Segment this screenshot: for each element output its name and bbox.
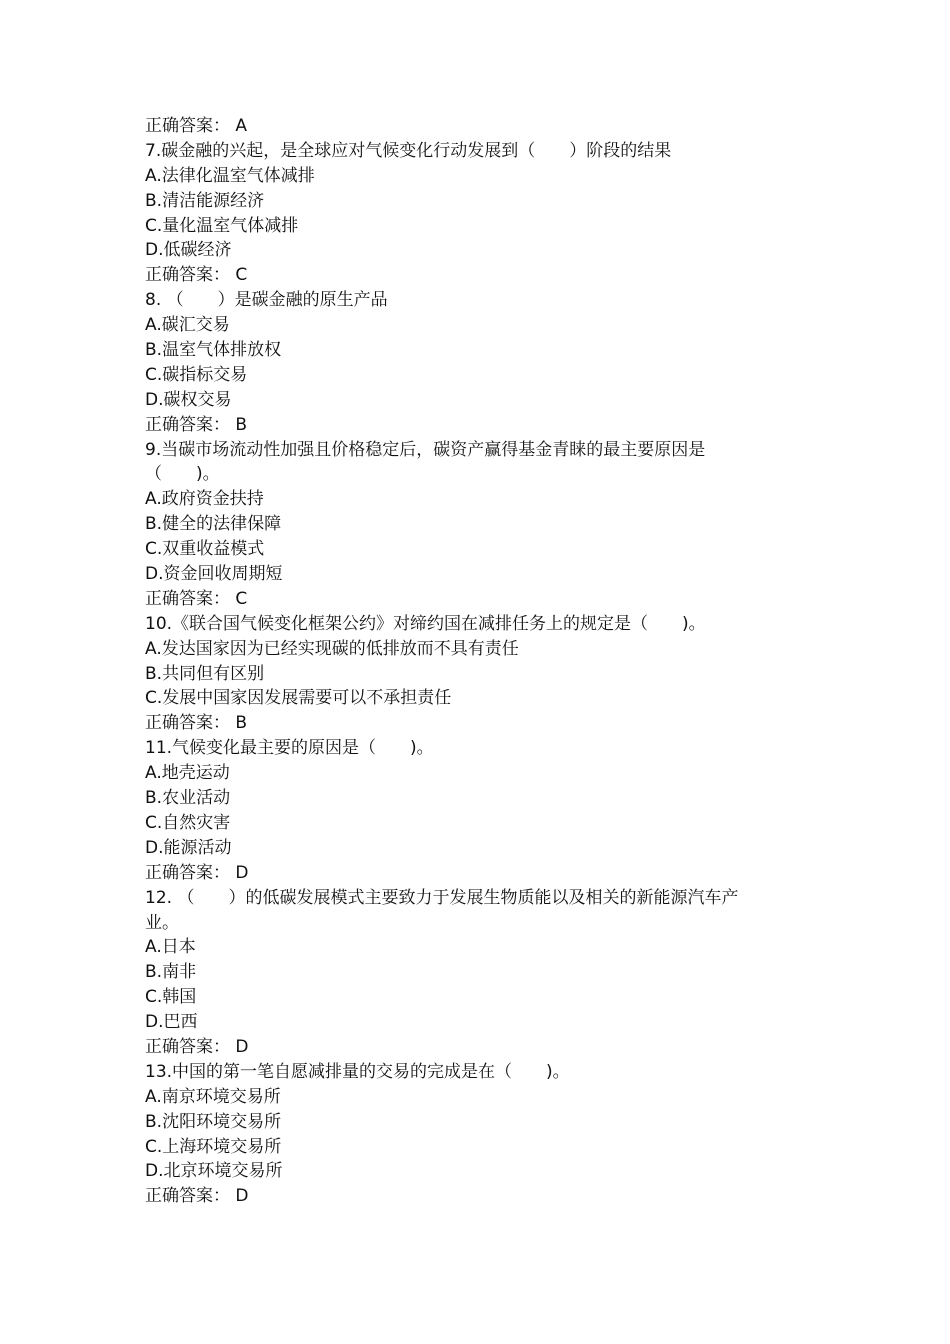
option-line: B.共同但有区别 — [145, 663, 265, 684]
option-line: D.北京环境交易所 — [145, 1161, 283, 1182]
option-line: A.政府资金扶持 — [145, 489, 264, 510]
option-line: B.南非 — [145, 962, 197, 983]
question-13-text: 13.中国的第一笔自愿减排量的交易的完成是在（ )。 — [145, 1061, 570, 1082]
option-line: A.日本 — [145, 937, 196, 958]
answer-line: 正确答案： C — [145, 588, 248, 609]
answer-line: 正确答案： D — [145, 862, 249, 883]
question-10-text: 10.《联合国气候变化框架公约》对缔约国在减排任务上的规定是（ )。 — [145, 613, 706, 634]
answer-line: 正确答案： A — [145, 116, 248, 136]
document-page — [145, 114, 825, 1209]
question-8-text: 8. （ ）是碳金融的原生产品 — [145, 290, 388, 311]
option-line: A.法律化温室气体减排 — [145, 165, 315, 186]
option-line: C.双重收益模式 — [145, 539, 265, 560]
answer-line: 正确答案： D — [145, 1186, 249, 1207]
option-line: D.碳权交易 — [145, 389, 232, 410]
option-line: C.自然灾害 — [145, 812, 231, 833]
question-9-text-cont: （ )。 — [145, 464, 220, 485]
option-line: B.清洁能源经济 — [145, 190, 265, 211]
question-12-text: 12. （ ）的低碳发展模式主要致力于发展生物质能以及相关的新能源汽车产 — [145, 887, 739, 908]
option-line: C.碳指标交易 — [145, 364, 248, 385]
option-line: D.巴西 — [145, 1012, 198, 1033]
option-line: A.南京环境交易所 — [145, 1086, 281, 1107]
question-7-text: 7.碳金融的兴起，是全球应对气候变化行动发展到（ ）阶段的结果 — [145, 140, 672, 161]
option-line: A.地壳运动 — [145, 763, 230, 784]
answer-line: 正确答案： C — [145, 265, 248, 286]
question-11-text: 11.气候变化最主要的原因是（ )。 — [145, 738, 434, 759]
option-line: A.碳汇交易 — [145, 315, 230, 336]
option-line: D.资金回收周期短 — [145, 564, 283, 585]
option-line: B.健全的法律保障 — [145, 514, 282, 535]
question-9-text: 9.当碳市场流动性加强且价格稳定后，碳资产赢得基金青睐的最主要原因是 — [145, 439, 706, 460]
option-line: B.农业活动 — [145, 788, 231, 809]
option-line: C.韩国 — [145, 987, 197, 1008]
option-line: C.量化温室气体减排 — [145, 215, 299, 236]
option-line: B.沈阳环境交易所 — [145, 1111, 282, 1132]
question-12-text-cont: 业。 — [145, 912, 179, 933]
option-line: D.能源活动 — [145, 837, 232, 858]
option-line: D.低碳经济 — [145, 240, 232, 261]
option-line: C.上海环境交易所 — [145, 1136, 282, 1157]
answer-line: 正确答案： B — [145, 713, 248, 734]
option-line: A.发达国家因为已经实现碳的低排放而不具有责任 — [145, 638, 519, 659]
answer-line: 正确答案： D — [145, 1036, 249, 1057]
answer-line: 正确答案： B — [145, 414, 248, 435]
option-line: B.温室气体排放权 — [145, 340, 282, 361]
option-line: C.发展中国家因发展需要可以不承担责任 — [145, 688, 452, 709]
